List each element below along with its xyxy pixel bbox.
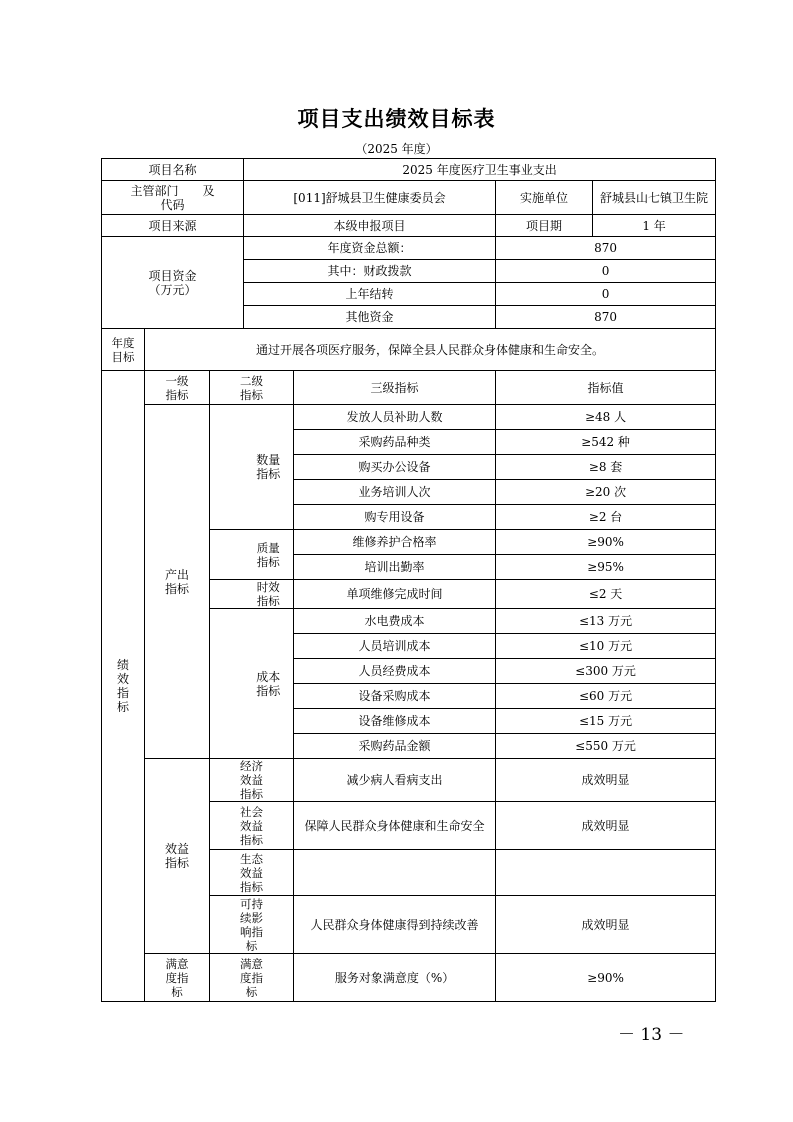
indicator-name: 采购药品金额 bbox=[294, 734, 496, 759]
implementing-unit-label: 实施单位 bbox=[496, 181, 593, 215]
project-funds-label: 项目资金 （万元） bbox=[102, 237, 244, 329]
sustainable-impact-label: 可持 续影 响指 标 bbox=[210, 896, 294, 954]
indicator-name: 单项维修完成时间 bbox=[294, 580, 496, 609]
fund-carryover-value: 0 bbox=[496, 283, 716, 306]
output-indicators-label: 产出 指标 bbox=[145, 405, 210, 759]
table-row bbox=[102, 759, 716, 802]
project-name-label: 项目名称 bbox=[102, 159, 244, 181]
indicator-value: ≤550 万元 bbox=[496, 734, 716, 759]
indicator-name: 保障人民群众身体健康和生命安全 bbox=[294, 802, 496, 850]
indicator-name: 人员培训成本 bbox=[294, 634, 496, 659]
fund-other-value: 870 bbox=[496, 306, 716, 329]
indicator-value: ≤60 万元 bbox=[496, 684, 716, 709]
indicator-value: ≤10 万元 bbox=[496, 634, 716, 659]
economic-benefit-label: 经济 效益 指标 bbox=[210, 759, 294, 802]
year-subtitle: （2025 年度） bbox=[355, 142, 438, 156]
department-value: [011]舒城县卫生健康委员会 bbox=[244, 181, 496, 215]
project-source-label: 项目来源 bbox=[102, 215, 244, 237]
indicator-value: ≥95% bbox=[496, 555, 716, 580]
fund-fiscal-label: 其中：财政拨款 bbox=[244, 260, 496, 283]
project-source-value: 本级申报项目 bbox=[244, 215, 496, 237]
row-project-name bbox=[102, 159, 716, 181]
indicator-value: ≥8 套 bbox=[496, 455, 716, 480]
annual-goal-text: 通过开展各项医疗服务，保障全县人民群众身体健康和生命安全。 bbox=[145, 329, 716, 371]
header-level3: 三级指标 bbox=[294, 371, 496, 405]
indicator-value: ≥2 台 bbox=[496, 505, 716, 530]
indicator-name: 设备采购成本 bbox=[294, 684, 496, 709]
benefit-indicators-label: 效益 指标 bbox=[145, 759, 210, 954]
indicator-name: 维修养护合格率 bbox=[294, 530, 496, 555]
indicator-name: 购专用设备 bbox=[294, 505, 496, 530]
header-level1: 一级 指标 bbox=[145, 371, 210, 405]
satisfaction-l2-label: 满意 度指 标 bbox=[210, 954, 294, 1002]
project-name-value: 2025 年度医疗卫生事业支出 bbox=[244, 159, 716, 181]
ecological-benefit-label: 生态 效益 指标 bbox=[210, 850, 294, 896]
fund-other-label: 其他资金 bbox=[244, 306, 496, 329]
indicator-name: 发放人员补助人数 bbox=[294, 405, 496, 430]
indicator-value bbox=[496, 850, 716, 896]
timeliness-indicators-label: 时效 指标 bbox=[244, 580, 294, 609]
indicator-name bbox=[294, 850, 496, 896]
fund-total-value: 870 bbox=[496, 237, 716, 260]
indicator-name: 人民群众身体健康得到持续改善 bbox=[294, 896, 496, 954]
indicator-value: ≤13 万元 bbox=[496, 609, 716, 634]
indicator-name: 业务培训人次 bbox=[294, 480, 496, 505]
performance-indicators-label: 绩 效 指 标 bbox=[102, 371, 145, 1002]
indicator-value: ≥542 种 bbox=[496, 430, 716, 455]
indicator-value: ≤15 万元 bbox=[496, 709, 716, 734]
row-department bbox=[102, 181, 716, 215]
indicator-name: 水电费成本 bbox=[294, 609, 496, 634]
fund-total-label: 年度资金总额： bbox=[244, 237, 496, 260]
indicator-name: 减少病人看病支出 bbox=[294, 759, 496, 802]
row-indicator-header bbox=[102, 371, 716, 405]
annual-goal-label: 年度 目标 bbox=[102, 329, 145, 371]
indicator-value: 成效明显 bbox=[496, 802, 716, 850]
social-benefit-label: 社会 效益 指标 bbox=[210, 802, 294, 850]
page-title: 项目支出绩效目标表 bbox=[297, 107, 496, 131]
indicator-value: ≤300 万元 bbox=[496, 659, 716, 684]
indicator-value: ≥20 次 bbox=[496, 480, 716, 505]
quality-indicators-label: 质量 指标 bbox=[244, 530, 294, 580]
department-label: 主管部门 及 代码 bbox=[102, 181, 244, 215]
fund-carryover-label: 上年结转 bbox=[244, 283, 496, 306]
satisfaction-l1-label: 满意 度指 标 bbox=[145, 954, 210, 1002]
indicator-name: 服务对象满意度（%） bbox=[294, 954, 496, 1002]
project-period-label: 项目期 bbox=[496, 215, 593, 237]
table-row bbox=[102, 954, 716, 1002]
indicator-name: 培训出勤率 bbox=[294, 555, 496, 580]
row-annual-goal bbox=[102, 329, 716, 371]
indicator-value: ≤2 天 bbox=[496, 580, 716, 609]
fund-fiscal-value: 0 bbox=[496, 260, 716, 283]
project-period-value: 1 年 bbox=[593, 215, 716, 237]
implementing-unit-value: 舒城县山七镇卫生院 bbox=[593, 181, 716, 215]
indicator-value: 成效明显 bbox=[496, 896, 716, 954]
cost-indicators-label: 成本 指标 bbox=[244, 609, 294, 759]
indicator-name: 采购药品种类 bbox=[294, 430, 496, 455]
performance-target-table bbox=[101, 158, 716, 1002]
indicator-value: ≥90% bbox=[496, 530, 716, 555]
header-value: 指标值 bbox=[496, 371, 716, 405]
header-level2: 二级 指标 bbox=[210, 371, 294, 405]
quantity-indicators-label: 数量 指标 bbox=[244, 405, 294, 530]
indicator-name: 购买办公设备 bbox=[294, 455, 496, 480]
page-number: － 13 － bbox=[618, 1025, 685, 1045]
indicator-value: ≥48 人 bbox=[496, 405, 716, 430]
indicator-name: 人员经费成本 bbox=[294, 659, 496, 684]
indicator-value: ≥90% bbox=[496, 954, 716, 1002]
indicator-value: 成效明显 bbox=[496, 759, 716, 802]
row-fund-total bbox=[102, 237, 716, 260]
table-row bbox=[102, 405, 716, 430]
indicator-name: 设备维修成本 bbox=[294, 709, 496, 734]
row-source bbox=[102, 215, 716, 237]
